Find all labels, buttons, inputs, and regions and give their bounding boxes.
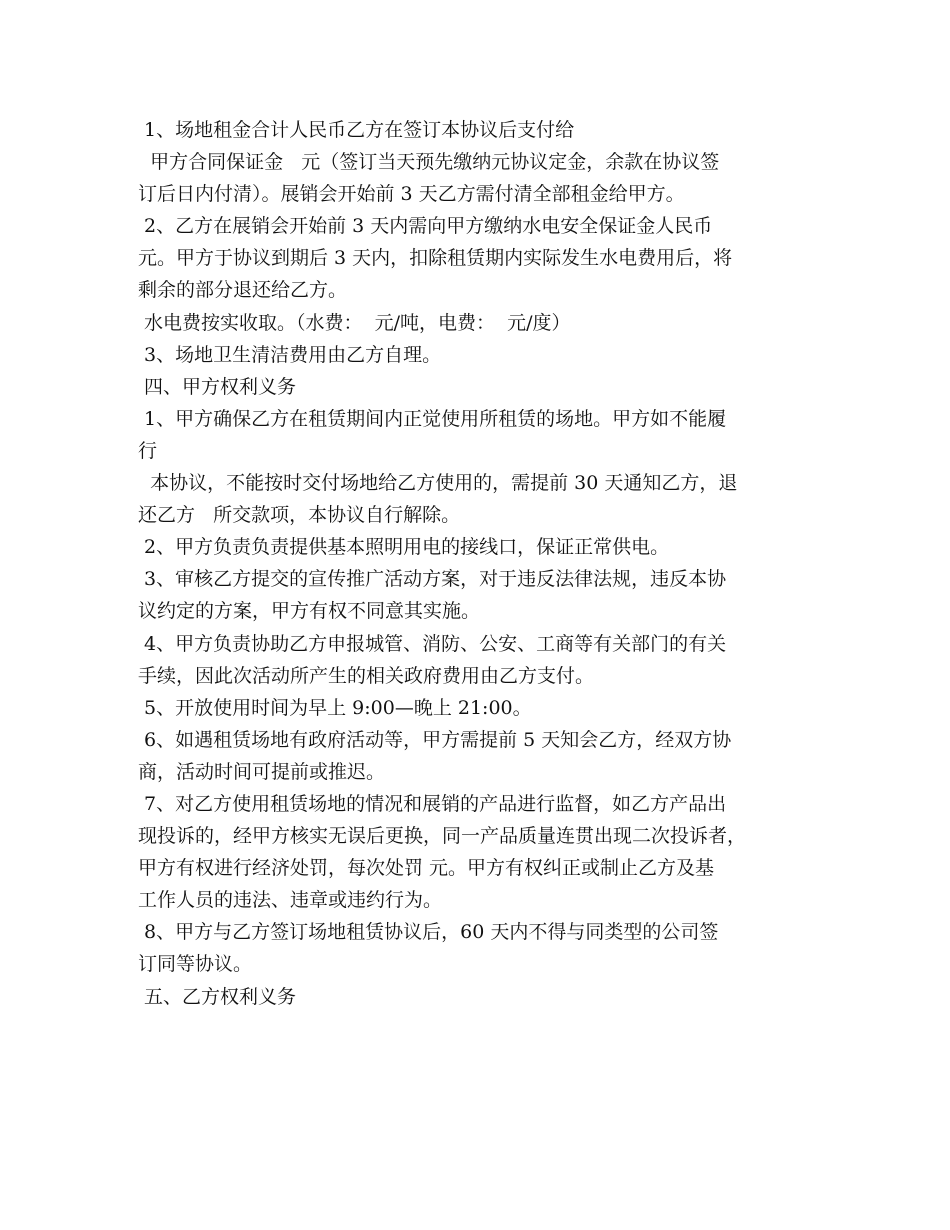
text-line: 元。甲方于协议到期后 3 天内，扣除租赁期内实际发生水电费用后，将	[138, 247, 733, 270]
section-heading: 四、甲方权利义务	[138, 375, 297, 398]
text-line: 2、乙方在展销会开始前 3 天内需向甲方缴纳水电安全保证金人民币	[138, 215, 713, 238]
text-line: 3、场地卫生清洁费用由乙方自理。	[138, 343, 442, 366]
text-line: 手续，因此次活动所产生的相关政府费用由乙方支付。	[138, 664, 595, 687]
text-line: 8、甲方与乙方签订场地租赁协议后，60 天内不得与同类型的公司签	[138, 921, 719, 944]
text-line: 1、甲方确保乙方在租赁期间内正觉使用所租赁的场地。甲方如不能履	[138, 407, 727, 430]
text-line: 本协议，不能按时交付场地给乙方使用的，需提前 30 天通知乙方，退	[138, 472, 738, 495]
text-line: 4、甲方负责协助乙方申报城管、消防、公安、工商等有关部门的有关	[138, 632, 727, 655]
text-line: 1、场地租金合计人民币乙方在签订本协议后支付给	[138, 119, 575, 141]
text-line: 水电费按实收取。（水费： 元/吨，电费： 元/度）	[138, 311, 571, 334]
text-line: 现投诉的，经甲方核实无误后更换，同一产品质量连贯出现二次投诉者，	[138, 825, 747, 848]
text-line: 议约定的方案，甲方有权不同意其实施。	[138, 600, 481, 623]
text-line: 7、对乙方使用租赁场地的情况和展销的产品进行监督，如乙方产品出	[138, 792, 727, 815]
text-line: 行	[138, 439, 158, 462]
text-line: 5、开放使用时间为早上 9:00—晚上 21:00。	[138, 696, 532, 719]
text-line: 3、审核乙方提交的宣传推广活动方案，对于违反法律法规，违反本协	[138, 568, 727, 591]
text-line: 商，活动时间可提前或推迟。	[138, 760, 386, 783]
text-line: 6、如遇租赁场地有政府活动等，甲方需提前 5 天知会乙方，经双方协	[138, 728, 732, 751]
text-line: 甲方有权进行经济处罚，每次处罚 元。甲方有权纠正或制止乙方及基	[138, 857, 715, 880]
text-line: 2、甲方负责负责提供基本照明用电的接线口，保证正常供电。	[138, 536, 670, 559]
text-line: 工作人员的违法、违章或违约行为。	[138, 889, 443, 912]
text-line: 还乙方 所交款项，本协议自行解除。	[138, 504, 461, 527]
text-line: 订后日内付清）。展销会开始前 3 天乙方需付清全部租金给甲方。	[138, 183, 685, 206]
text-line: 订同等协议。	[138, 953, 253, 976]
section-heading: 五、乙方权利义务	[138, 985, 297, 1008]
document-body	[138, 114, 818, 1013]
text-line: 剩余的部分退还给乙方。	[138, 279, 348, 302]
text-line: 甲方合同保证金 元（签订当天预先缴纳元协议定金，余款在协议签	[138, 151, 720, 174]
